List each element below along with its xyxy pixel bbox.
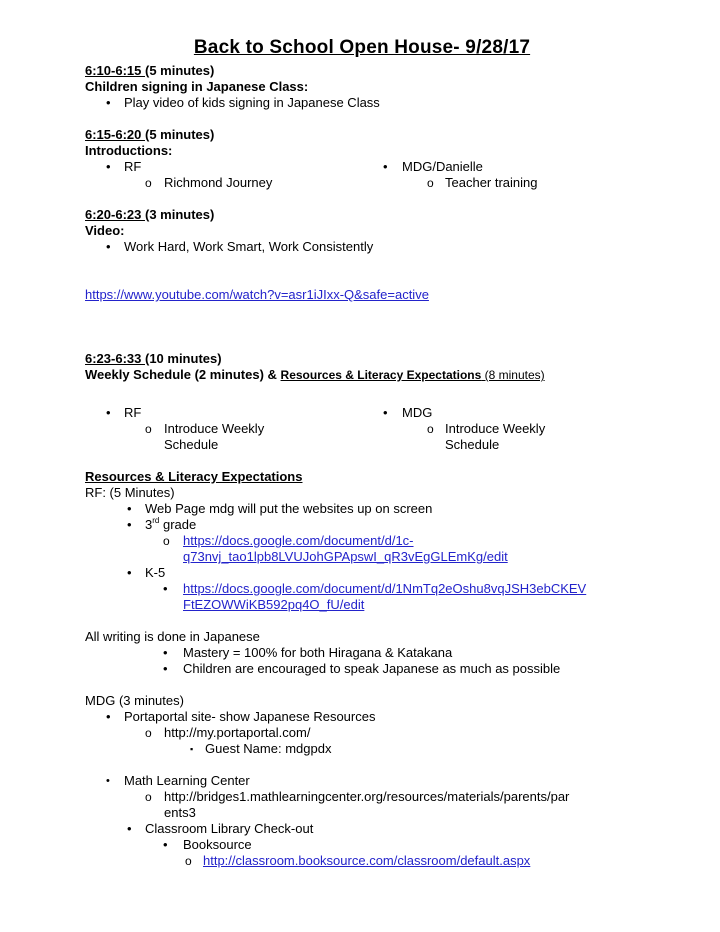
list-item-text: Work Hard, Work Smart, Work Consistently: [124, 239, 374, 254]
heading-part-underlined: (8 minutes): [481, 368, 545, 382]
bullet-icon: •: [127, 501, 132, 516]
two-column-row: [85, 159, 639, 191]
list-item-text: [445, 421, 545, 453]
bullet-icon: •: [106, 95, 111, 110]
list-item: [85, 501, 639, 517]
time-range: 6:20-6:23: [85, 207, 145, 222]
youtube-link-line: [85, 255, 639, 335]
grade-number: 3: [145, 517, 153, 532]
document-content: [85, 36, 639, 869]
list-subitem: [85, 175, 360, 191]
list-item: [360, 159, 637, 175]
square-bullet-icon: ▪: [190, 744, 194, 754]
list-item: [85, 645, 639, 661]
list-item-text: Children are encouraged to speak Japanese as much as possible: [183, 661, 561, 676]
circle-bullet-icon: o: [145, 176, 152, 190]
bullet-icon: •: [106, 239, 111, 254]
list-subitem-link: [85, 853, 639, 869]
portaportal-url-text: http://my.portaportal.com/: [164, 725, 311, 740]
link-line-2: q73nvj_tao1lpb8LVUJohGPApswI_qR3vEgGLEmKg/edit: [183, 549, 508, 564]
youtube-link[interactable]: https://www.youtube.com/watch?v=asr1iJIxx-Q&safe=active: [85, 287, 429, 302]
heading-part-bold: Weekly Schedule (2 minutes) &: [85, 367, 281, 382]
two-column-row: [85, 405, 639, 453]
blank-line: [85, 383, 639, 405]
list-item-text: Portaportal site- show Japanese Resources: [124, 709, 376, 724]
grade-word: grade: [159, 517, 197, 532]
list-item-text: [164, 421, 264, 453]
bullet-icon: •: [383, 405, 388, 420]
list-item-text: Play video of kids signing in Japanese Class: [124, 95, 380, 110]
list-item-text: Math Learning Center: [124, 773, 250, 788]
wrapped-line-1: http://bridges1.mathlearningcenter.org/resources/materials/parents/par: [164, 789, 570, 804]
wrapped-line-2: Schedule: [164, 437, 219, 452]
list-item-text: Mastery = 100% for both Hiragana & Katakana: [183, 645, 453, 660]
list-subsubitem: [85, 741, 639, 757]
circle-bullet-icon: o: [145, 790, 152, 804]
bullet-icon: •: [383, 159, 388, 174]
bullet-icon: •: [163, 581, 168, 596]
left-column: [85, 405, 360, 453]
bridges-url-text: [164, 789, 569, 821]
right-column: [360, 159, 637, 191]
list-item: [85, 661, 639, 677]
section5-heading: Resources & Literacy Expectations: [85, 469, 303, 484]
section3-time-header: [85, 207, 639, 223]
wrapped-line-2: ents3: [164, 805, 196, 820]
time-range: 6:10-6:15: [85, 63, 145, 78]
circle-bullet-icon: o: [427, 176, 434, 190]
blank-line: [85, 191, 639, 207]
wrapped-line-1: Introduce Weekly: [164, 421, 265, 436]
section2-time-header: [85, 127, 639, 143]
list-item-text: K-5: [145, 565, 166, 580]
bullet-icon: •: [163, 645, 168, 660]
time-range: 6:23-6:33: [85, 351, 145, 366]
section4-time-header: [85, 351, 639, 367]
list-item-text: MDG: [402, 405, 433, 420]
gdoc-grade3-link[interactable]: [183, 533, 508, 565]
page-title: Back to School Open House- 9/28/17: [193, 37, 531, 58]
link-line-1: https://docs.google.com/document/d/1NmTq2eOshu8vqJSH3ebCKEV: [183, 581, 587, 596]
blank-line: [85, 677, 639, 693]
list-subitem: [85, 837, 639, 853]
bullet-icon: •: [106, 775, 110, 787]
right-column: [360, 405, 637, 453]
duration: (10 minutes): [144, 351, 222, 366]
bullet-icon: •: [127, 565, 132, 580]
wrapped-line-2: Schedule: [445, 437, 500, 452]
list-item-text: Classroom Library Check-out: [145, 821, 314, 836]
list-item: [85, 95, 639, 111]
list-item-text: RF: [124, 405, 142, 420]
list-subitem: [85, 789, 639, 821]
list-item-text: Richmond Journey: [164, 175, 273, 190]
list-item-text: MDG/Danielle: [402, 159, 483, 174]
list-subitem-link: [85, 581, 639, 613]
list-subitem: [85, 725, 639, 741]
wrapped-line-1: Introduce Weekly: [445, 421, 546, 436]
bullet-icon: •: [127, 517, 132, 532]
list-item-text: RF: [124, 159, 142, 174]
circle-bullet-icon: o: [185, 854, 192, 868]
list-subitem: [360, 421, 637, 453]
blank-line: [85, 111, 639, 127]
blank-line: [85, 613, 639, 629]
duration: (3 minutes): [144, 207, 215, 222]
circle-bullet-icon: o: [427, 422, 434, 436]
list-item: [85, 239, 639, 255]
ordinal-superscript: rd: [152, 515, 160, 525]
link-line-1: https://docs.google.com/document/d/1c-: [183, 533, 414, 548]
duration: (5 minutes): [144, 63, 215, 78]
list-subitem: [360, 175, 637, 191]
bullet-icon: •: [106, 405, 111, 420]
list-item-text: Web Page mdg will put the websites up on screen: [145, 501, 433, 516]
bullet-icon: •: [106, 159, 111, 174]
list-item-grade: [85, 517, 639, 533]
blank-line: [85, 335, 639, 351]
bullet-icon: •: [163, 837, 168, 852]
bullet-icon: •: [163, 661, 168, 676]
list-item: [85, 565, 639, 581]
time-range: 6:15-6:20: [85, 127, 145, 142]
list-item: [360, 405, 637, 421]
list-item-text: [145, 517, 196, 533]
bullet-icon: •: [106, 709, 111, 724]
circle-bullet-icon: o: [145, 726, 152, 740]
section6-heading: MDG (3 minutes): [85, 693, 184, 708]
left-column: [85, 159, 360, 191]
duration: (5 minutes): [144, 127, 215, 142]
list-subitem: [85, 421, 360, 453]
list-item: [85, 821, 639, 837]
heading-part-underlined-bold: Resources & Literacy Expectations: [280, 368, 482, 382]
list-item-text: Teacher training: [445, 175, 538, 190]
list-subitem-link: [85, 533, 639, 565]
section5-subheading: RF: (5 Minutes): [85, 485, 175, 500]
list-item: [85, 773, 639, 789]
section2-heading: Introductions:: [85, 143, 173, 158]
link-line-2: FtEZOWWiKB592pq4O_fU/edit: [183, 597, 365, 612]
section1-heading: Children signing in Japanese Class:: [85, 79, 309, 94]
circle-bullet-icon: o: [145, 422, 152, 436]
list-item-text: Booksource: [183, 837, 252, 852]
section1-time-header: [85, 63, 639, 79]
writing-paragraph: All writing is done in Japanese: [85, 629, 260, 644]
gdoc-k5-link[interactable]: [183, 581, 586, 613]
bullet-icon: •: [127, 821, 132, 836]
list-item: [85, 405, 360, 421]
blank-line: [85, 453, 639, 469]
booksource-link[interactable]: http://classroom.booksource.com/classroom/default.aspx: [203, 853, 531, 868]
list-item: [85, 159, 360, 175]
circle-bullet-icon: o: [163, 534, 170, 548]
guest-name-text: Guest Name: mdgpdx: [205, 741, 332, 756]
list-item: [85, 709, 639, 725]
section3-heading: Video:: [85, 223, 125, 238]
section4-heading: [85, 367, 639, 383]
blank-line: [85, 757, 639, 773]
